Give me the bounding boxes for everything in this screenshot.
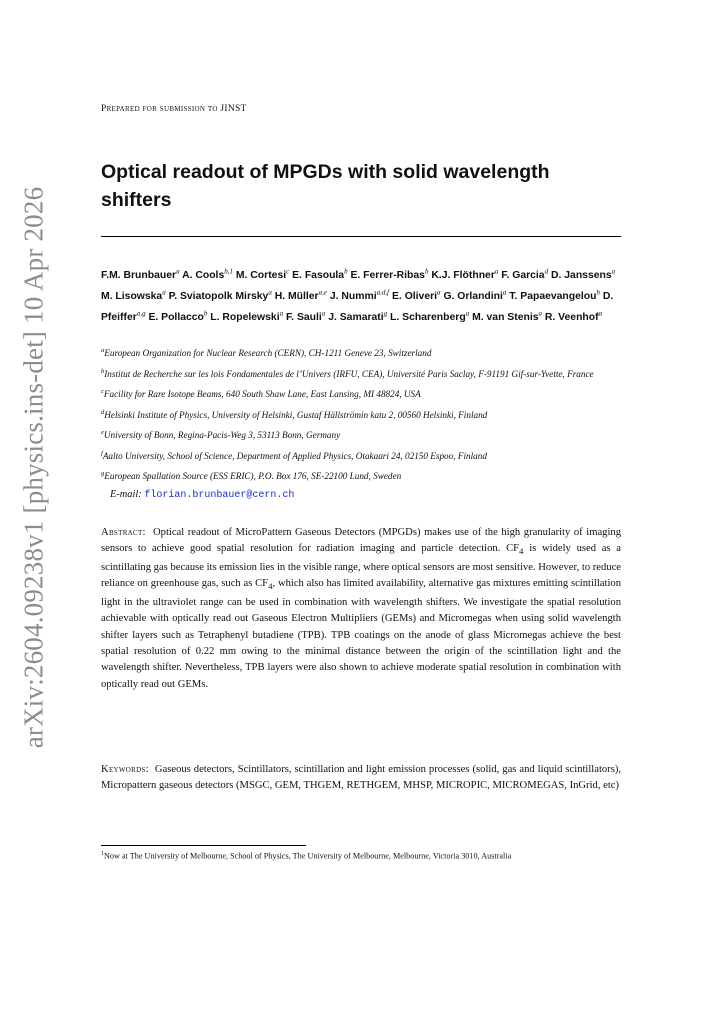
paper-title: Optical readout of MPGDs with solid wavelength shifters	[101, 161, 550, 211]
keywords-label: Keywords:	[101, 764, 149, 775]
affiliation-text: Facility for Rare Isotope Beams, 640 South Shaw Lane, East Lansing, MI 48824, USA	[103, 389, 421, 400]
arxiv-identifier-stamp	[12, 186, 56, 749]
affiliation	[101, 404, 623, 425]
abstract-text-1: Optical readout of MicroPattern Gaseous Detectors (MPGDs) makes use of the high granularity of imaging sensors to achieve good spatial resolution for radiation imaging and particle detection. CF	[101, 527, 622, 555]
author-affiliation-mark: a	[538, 309, 542, 318]
author	[328, 309, 388, 324]
affiliation	[101, 383, 623, 404]
author	[509, 288, 600, 303]
author-name: G. Orlandini	[443, 291, 503, 303]
abstract-subscript-1: 4	[519, 546, 524, 557]
email-line	[110, 489, 294, 501]
author-affiliation-mark: a,g	[136, 309, 146, 318]
author-name: D. Janssens	[550, 270, 612, 282]
author-name: F. Garcia	[501, 270, 545, 282]
affiliation-key: a	[101, 347, 105, 354]
affiliation-key: c	[101, 388, 104, 396]
footnote-rule	[101, 845, 306, 846]
affiliation-key: b	[101, 367, 105, 375]
author-name: K.J. Flöthner	[431, 270, 495, 282]
author-name: M. van Stenis	[472, 312, 539, 324]
author	[390, 309, 470, 324]
affiliation	[101, 465, 623, 486]
author	[236, 270, 289, 281]
author-affiliation-mark: b	[344, 268, 348, 276]
author-affiliation-mark: b	[424, 268, 429, 276]
affiliation-list	[101, 342, 623, 486]
author-affiliation-mark: a	[162, 288, 166, 297]
author-affiliation-mark: a	[176, 268, 180, 276]
author	[350, 270, 428, 281]
affiliation	[101, 424, 623, 445]
author-name: F.M. Brunbauer	[101, 270, 177, 282]
author-name: A. Cools	[182, 270, 225, 282]
affiliation-key: f	[101, 449, 103, 457]
author	[292, 270, 347, 281]
author	[182, 270, 233, 281]
author-name: M. Lisowska	[101, 291, 163, 303]
author-name: H. Müller	[274, 291, 319, 303]
email-label: E-mail:	[110, 489, 142, 500]
author-affiliation-mark: a	[611, 268, 616, 276]
author-affiliation-mark: a	[465, 309, 470, 318]
author-affiliation-mark: a	[321, 309, 326, 318]
author	[274, 288, 327, 303]
author-name: P. Sviatopolk Mirsky	[168, 291, 269, 303]
author	[391, 288, 441, 303]
affiliation	[101, 342, 623, 363]
abstract-subscript-2: 4	[268, 581, 273, 592]
author	[101, 270, 180, 281]
author	[329, 288, 390, 303]
abstract-text-3: , which also has limited availability, alternative gas mixtures emitting scintillation light in the ultraviolet range can be used in combination with wavelength shifters. We investigate the spatial resolution achievable with optically read out Gaseous Electron Multipliers (GEMs) and Micromegas when using solid wavelength shifter layers such as Tetraphenyl butadiene (TPB). TPB coatings on the anode of glass Micromegas achieve the best spatial resolution of 0.22 mm owing to the minimal distance between the origin of the scintillation light and the wavelength shifter. Nevertheless, TPB layers were also shown to achieve moderate spatial resolution in combination with optically read out GEMs.	[101, 578, 621, 690]
keywords-text: Gaseous detectors, Scintillators, scintillation and light emission processes (solid, gas and liquid scintillators), Micropattern gaseous detectors (MSGC, GEM, THGEM, RETHGEM, MHSP, MICROPIC, MICROMEGAS, InGrid, etc)	[101, 764, 622, 792]
affiliation-text: European Spallation Source (ESS ERIC), P.O. Box 176, SE-22100 Lund, Sweden	[104, 471, 402, 482]
author-name: L. Ropelewski	[210, 312, 280, 324]
footnote	[101, 848, 621, 863]
author	[544, 309, 603, 324]
author-name: D. Pfeiffer	[101, 291, 614, 324]
author-name: E. Pollacco	[148, 312, 204, 324]
author-name: E. Fasoula	[292, 270, 345, 282]
author-name: R. Veenhof	[544, 312, 599, 324]
author-name: E. Oliveri	[391, 291, 438, 303]
author-name: E. Ferrer-Ribas	[350, 270, 425, 282]
keywords	[101, 762, 621, 795]
affiliation-text: Institut de Recherche sur les lois Fondamentales de l’Univers (IRFU, CEA), Université Paris Saclay, F-91191 Gif-sur-Yvette, France	[104, 368, 594, 379]
affiliation-key: g	[101, 470, 105, 478]
author-affiliation-mark: a,d,f	[376, 288, 390, 297]
author	[443, 288, 507, 303]
author-affiliation-mark: d	[544, 268, 549, 276]
author-affiliation-mark: g	[383, 309, 388, 318]
title-rule	[101, 236, 621, 237]
abstract	[101, 525, 621, 693]
author-affiliation-mark: a	[494, 268, 499, 276]
abstract-text-2: is widely used as a scintillating gas because its emission lies in the visible range, where optical sensors are most sensitive. However, to reduce reliance on greenhouse gas, such as CF	[101, 543, 622, 590]
affiliation-text: Helsinki Institute of Physics, University of Helsinki, Gustaf Hällströmin katu 2, 00560 Helsinki, Finland	[104, 409, 488, 420]
affiliation-text: European Organization for Nuclear Research (CERN), CH-1211 Geneve 23, Switzerland	[104, 348, 432, 359]
affiliation	[101, 363, 623, 384]
author-list	[101, 264, 626, 327]
author	[501, 270, 548, 281]
author-affiliation-mark: a	[279, 309, 284, 318]
author-affiliation-mark: b,1	[224, 268, 233, 276]
author-affiliation-mark: a	[502, 288, 507, 297]
author-name: M. Cortesi	[235, 270, 287, 282]
email-link[interactable]: florian.brunbauer@cern.ch	[144, 490, 295, 501]
author-name: F. Sauli	[285, 312, 322, 324]
affiliation-text: Aalto University, School of Science, Department of Applied Physics, Otakaari 24, 02150 Espoo, Finland	[102, 450, 487, 461]
footnote-text: Now at The University of Melbourne, School of Physics, The University of Melbourne, Melbourne, Victoria 3010, Australia	[104, 851, 512, 861]
author-affiliation-mark: a,e	[318, 288, 327, 297]
affiliation-text: University of Bonn, Regina-Pacis-Weg 3, 53113 Bonn, Germany	[103, 430, 341, 441]
author-name: J. Nummi	[329, 291, 377, 303]
author-affiliation-mark: a	[437, 288, 441, 297]
author-name: T. Papaevangelou	[509, 291, 597, 303]
abstract-label: Abstract:	[101, 527, 146, 538]
author-affiliation-mark: b	[203, 309, 208, 318]
arxiv-id-text: arXiv:2604.09238v1 [physics.ins-det] 10 Apr 2026	[18, 186, 49, 749]
affiliation-key: e	[101, 429, 104, 437]
author-name: J. Samarati	[328, 312, 384, 324]
author-affiliation-mark: c	[286, 268, 290, 276]
author	[551, 270, 615, 281]
affiliation-key: d	[101, 408, 105, 416]
author	[168, 288, 272, 303]
footnote-mark: 1	[101, 851, 104, 857]
journal-header: Prepared for submission to JINST	[101, 104, 247, 114]
author-affiliation-mark: a	[268, 288, 272, 297]
author-name: L. Scharenberg	[390, 312, 466, 324]
author	[148, 309, 208, 324]
author	[210, 309, 284, 324]
affiliation	[101, 445, 623, 466]
author-affiliation-mark: a	[598, 309, 603, 318]
author	[431, 270, 498, 281]
author-affiliation-mark: b	[596, 288, 600, 297]
author	[285, 309, 326, 324]
author	[101, 288, 166, 303]
author	[472, 309, 542, 324]
